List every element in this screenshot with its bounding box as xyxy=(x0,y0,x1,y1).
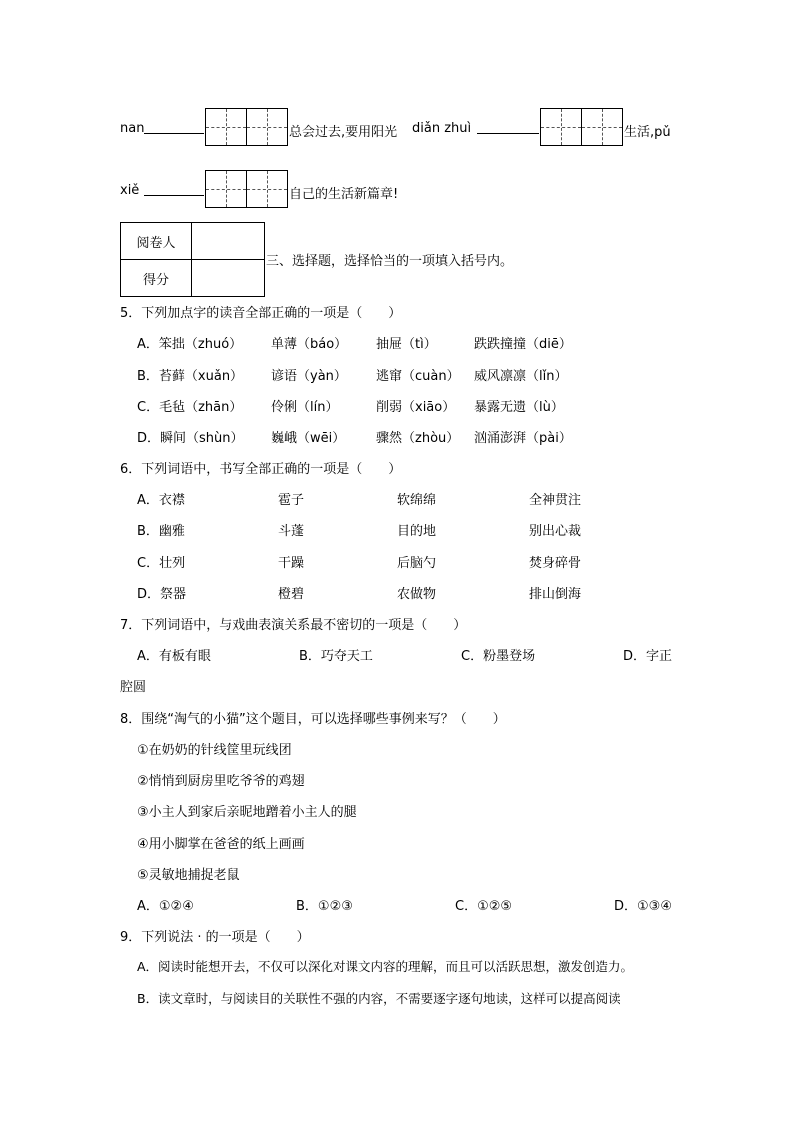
fill-text-2: 生活,pǔ xyxy=(624,125,671,140)
q6-d-4: 排山倒海 xyxy=(529,587,582,602)
q5-b-3: 逃窜（cuàn） xyxy=(376,369,460,384)
answer-blank-1[interactable] xyxy=(144,121,204,134)
q5-stem: 5．下列加点字的读音全部正确的一项是（ ） xyxy=(120,306,402,321)
pinyin-nan: nan xyxy=(120,121,145,136)
q5-d-4: 汹涌澎湃（pài） xyxy=(474,431,572,446)
q7-option-a[interactable]: A．有板有眼 xyxy=(137,649,211,664)
q6-d-3: 农做物 xyxy=(397,587,437,602)
pinyin-xie: xiě xyxy=(120,183,140,198)
q5-d-1[interactable]: D．瞬间（shùn） xyxy=(137,431,244,446)
tian-grid-2[interactable] xyxy=(540,108,623,146)
q7-option-d-wrap: 腔圆 xyxy=(120,680,147,695)
q6-a-2: 雹子 xyxy=(278,493,305,508)
grid-cell[interactable] xyxy=(247,171,287,207)
q5-a-2: 单薄（báo） xyxy=(271,337,348,352)
tian-grid-1[interactable] xyxy=(205,108,288,146)
q5-c-4: 暴露无遗（lù） xyxy=(474,400,564,415)
q8-option-c[interactable]: C．①②⑤ xyxy=(455,899,513,914)
q6-d-2: 橙碧 xyxy=(278,587,305,602)
q6-c-1[interactable]: C．壮列 xyxy=(137,556,186,571)
q8-stem: 8．围绕“淘气的小猫”这个题目，可以选择哪些事例来写？（ ） xyxy=(120,712,506,727)
q8-item-4: ④用小脚掌在爸爸的纸上画画 xyxy=(137,837,305,852)
tian-grid-3[interactable] xyxy=(205,170,288,208)
q6-c-4: 焚身碎骨 xyxy=(529,556,582,571)
q5-a-3: 抽屉（tì） xyxy=(376,337,437,352)
q6-c-2: 干躁 xyxy=(278,556,305,571)
answer-blank-2[interactable] xyxy=(477,121,539,134)
q6-a-3: 软绵绵 xyxy=(397,493,437,508)
fill-text-1: 总会过去,要用阳光 xyxy=(289,125,398,140)
reviewer-label: 阅卷人 xyxy=(121,223,192,260)
grid-cell[interactable] xyxy=(541,109,582,145)
q6-a-1[interactable]: A．衣襟 xyxy=(137,493,185,508)
score-table xyxy=(120,222,265,297)
q5-a-4: 跌跌撞撞（diē） xyxy=(474,337,572,352)
q9-option-a[interactable]: A．阅读时能想开去，不仅可以深化对课文内容的理解，而且可以活跃思想，激发创造力。 xyxy=(137,959,634,974)
q8-item-1: ①在奶奶的针线筐里玩线团 xyxy=(137,743,292,758)
q9-option-b[interactable]: B．读文章时，与阅读目的关联性不强的内容，不需要逐字逐句地读，这样可以提高阅读 xyxy=(137,991,621,1006)
q5-c-3: 削弱（xiāo） xyxy=(376,400,456,415)
q8-option-d[interactable]: D．①③④ xyxy=(614,899,672,914)
q6-b-3: 目的地 xyxy=(397,524,437,539)
q5-b-2: 谚语（yàn） xyxy=(271,369,347,384)
score-field[interactable] xyxy=(192,260,265,297)
q8-item-2: ②悄悄到厨房里吃爷爷的鸡翅 xyxy=(137,774,305,789)
pinyin-dianzhui: diǎn zhuì xyxy=(412,121,472,136)
q6-b-2: 斗蓬 xyxy=(278,524,305,539)
q5-b-1[interactable]: B．苔藓（xuǎn） xyxy=(137,369,244,384)
grid-cell[interactable] xyxy=(582,109,622,145)
reviewer-field[interactable] xyxy=(192,223,265,260)
q5-a-1[interactable]: A．笨拙（zhuó） xyxy=(137,337,243,352)
grid-cell[interactable] xyxy=(206,109,247,145)
q8-option-a[interactable]: A．①②④ xyxy=(137,899,194,914)
fill-text-3: 自己的生活新篇章! xyxy=(289,187,399,202)
score-label: 得分 xyxy=(121,260,192,297)
q6-a-4: 全神贯注 xyxy=(529,493,582,508)
answer-blank-3[interactable] xyxy=(144,183,204,196)
q8-item-3: ③小主人到家后亲昵地蹭着小主人的腿 xyxy=(137,805,357,820)
section-3-title: 三、选择题，选择恰当的一项填入括号内。 xyxy=(266,254,514,269)
q6-b-1[interactable]: B．幽雅 xyxy=(137,524,185,539)
q5-d-3: 骤然（zhòu） xyxy=(376,431,460,446)
q5-b-4: 威风凛凛（lǐn） xyxy=(474,369,568,384)
q7-option-b[interactable]: B．巧夺天工 xyxy=(299,649,373,664)
q5-c-1[interactable]: C．毛毡（zhān） xyxy=(137,400,243,415)
q6-c-3: 后脑勺 xyxy=(397,556,437,571)
q7-option-d[interactable]: D．字正 xyxy=(623,649,673,664)
grid-cell[interactable] xyxy=(206,171,247,207)
q8-item-5: ⑤灵敏地捕捉老鼠 xyxy=(137,868,240,883)
grid-cell[interactable] xyxy=(247,109,287,145)
q6-d-1[interactable]: D．祭器 xyxy=(137,587,187,602)
q7-stem: 7．下列词语中，与戏曲表演关系最不密切的一项是（ ） xyxy=(120,618,467,633)
q5-c-2: 伶俐（lín） xyxy=(271,400,339,415)
q8-option-b[interactable]: B．①②③ xyxy=(296,899,353,914)
q6-b-4: 别出心裁 xyxy=(529,524,582,539)
q6-stem: 6．下列词语中，书写全部正确的一项是（ ） xyxy=(120,462,402,477)
q9-stem: 9．下列说法 · 的一项是（ ） xyxy=(120,930,310,945)
q5-d-2: 巍峨（wēi） xyxy=(271,431,346,446)
q7-option-c[interactable]: C．粉墨登场 xyxy=(461,649,536,664)
